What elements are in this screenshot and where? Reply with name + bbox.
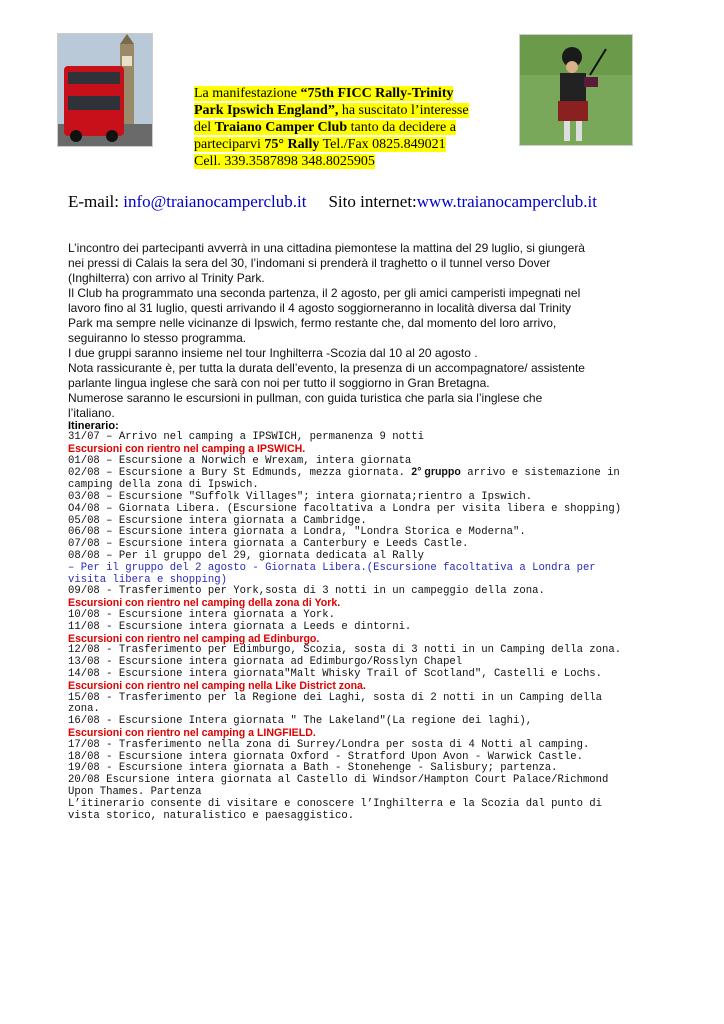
itinerary-line-part: 02/08 – Escursione a Bury St Edmunds, mezza giornata. — [68, 467, 412, 480]
itinerary-line: 01/08 – Escursione a Norwich e Wrexam, intera giornata — [68, 454, 412, 467]
london-bus-big-ben-photo — [57, 33, 153, 147]
itinerary-line: 31/07 – Arrivo nel camping a IPSWICH, permanenza 9 notti — [68, 431, 425, 443]
header-line-3a: del — [194, 120, 215, 135]
itinerary-line: 14/08 - Escursione intera giornata"Malt Whisky Trail of Scotland", Castelli e Lochs. — [68, 667, 603, 680]
itinerary-line — [68, 467, 628, 492]
itinerary-line-part: arrivo e sistemazione in camping della zona di Ipswich. — [68, 467, 627, 492]
itinerary-note: Escursioni con rientro nel camping a IPSWICH. — [68, 442, 306, 455]
itinerary-note: Escursioni con rientro nel camping della zona di York. — [68, 597, 341, 610]
itinerary-note: Escursioni con rientro nel camping ad Edinburgo. — [68, 632, 320, 645]
header-line-2b: ha suscitato l’interesse — [338, 103, 469, 118]
itinerary-line: 11/08 - Escursione intera giornata a Leeds e dintorni. — [68, 620, 412, 633]
paragraph: I due gruppi saranno insieme nel tour Inghilterra -Scozia dal 10 al 20 agosto . — [68, 346, 478, 360]
itinerary-note: Escursioni con rientro nel camping a LINGFIELD. — [68, 726, 316, 739]
itinerary-line: 19/08 - Escursione intera giornata a Bath - Stonehenge - Salisbury; partenza. — [68, 762, 558, 775]
rally-announcement — [194, 85, 484, 170]
itinerary-line: 13/08 - Escursione intera giornata ad Edimburgo/Rosslyn Chapel — [68, 656, 463, 669]
itinerary-line: 10/08 - Escursione intera giornata a York. — [68, 608, 336, 621]
itinerary-line: 06/08 – Escursione intera giornata a Londra, "Londra Storica e Moderna". — [68, 526, 526, 539]
second-group-label: 2° gruppo — [411, 466, 461, 479]
club-name: Traiano Camper Club — [214, 120, 348, 135]
itinerary-note: Escursioni con rientro nel camping nella Like District zona. — [68, 679, 366, 692]
itinerary-line: 18/08 - Escursione intera giornata Oxford - Stratford Upon Avon - Warwick Castle. — [68, 750, 583, 763]
phone-fax: Tel./Fax 0825.849021 — [319, 137, 446, 152]
itinerary-line: 09/08 - Trasferimento per York,sosta di 3 notti in un campeggio della zona. — [68, 585, 545, 598]
header-line-1b: “75th FICC Rally-Trinity — [300, 86, 454, 101]
itinerary-heading: Itinerario: — [68, 420, 119, 432]
itinerary-line: 20/08 Escursione intera giornata al Castello di Windsor/Hampton Court Palace/Richmond Upon Thames. Partenza — [68, 774, 615, 798]
header-line-4a: parteciparvi — [194, 137, 265, 152]
rally-label: 75° Rally — [264, 137, 320, 152]
site-label: Sito internet: — [328, 192, 417, 211]
email-label: E-mail: — [68, 192, 124, 211]
header-line-1a: La manifestazione — [194, 86, 301, 101]
email-link[interactable]: info@traianocamperclub.it — [123, 192, 307, 211]
itinerary-line: 08/08 – Per il gruppo del 29, giornata dedicata al Rally — [68, 549, 425, 562]
itinerary-closing: L’itinerario consente di visitare e conoscere l’Inghilterra e la Scozia dal punto di vista storico, naturalistico e paesaggistico. — [68, 797, 609, 822]
paragraph: Nota rassicurante è, per tutta la durata dell’evento, la presenza di un accompagnatore/ assistente parlante lingua inglese che sarà con noi per tutto il soggiorno in Gran Bretagna. — [68, 361, 585, 390]
paragraph: L’incontro dei partecipanti avverrà in una cittadina piemontese la mattina del 29 luglio, si giungerà nei pressi di Calais la sera del 30, l’indomani si prenderà il traghetto o il tunnel verso Dover (Inghilterra) con arrivo al Trinity Park. — [68, 241, 585, 285]
cell-numbers: Cell. 339.3587898 348.8025905 — [194, 154, 375, 169]
paragraph: Il Club ha programmato una seconda partenza, il 2 agosto, per gli amici camperisti impegnati nel lavoro fino al 31 luglio, questi arrivando il 4 agosto soggiorneranno in località diversa dal Trinity Park ma sempre nelle vicinanze di Ipswich, fermo restante che, dal momento del loro arrivo, seguiranno lo stesso programma. — [68, 286, 581, 345]
header-line-2a: Park Ipswich England”, — [194, 103, 339, 118]
itinerary-line: 17/08 - Trasferimento nella zona di Surrey/Londra per sosta di 4 Notti al camping. — [68, 738, 590, 751]
itinerary-line: 03/08 – Escursione "Suffolk Villages"; intera giornata;rientro a Ipswich. — [68, 490, 533, 503]
description-text — [68, 241, 588, 421]
bagpiper-photo — [519, 34, 633, 146]
header-line-3c: tanto da decidere a — [347, 120, 456, 135]
itinerary-line: O4/08 – Giornata Libera. (Escursione facoltativa a Londra per visita libera e shopping) — [68, 502, 622, 515]
itinerary-line: 12/08 - Trasferimento per Edimburgo, Scozia, sosta di 3 notti in un Camping della zona. — [68, 644, 622, 657]
website-link[interactable]: www.traianocamperclub.it — [416, 192, 597, 211]
itinerary-line-second-group: – Per il gruppo del 2 agosto - Giornata Libera.(Escursione facoltativa a Londra per visita libera e shopping) — [68, 561, 603, 586]
itinerary-line: 15/08 - Trasferimento per la Regione dei Laghi, sosta di 2 notti in un Camping della zona. — [68, 691, 609, 716]
contacts-line — [68, 192, 597, 212]
itinerary-list — [68, 432, 628, 822]
itinerary-line: 16/08 - Escursione Intera giornata " The Lakeland"(La regione dei laghi), — [68, 715, 533, 728]
itinerary-line: 07/08 – Escursione intera giornata a Canterbury e Leeds Castle. — [68, 538, 469, 551]
paragraph: Numerose saranno le escursioni in pullman, con guida turistica che parla sia l’inglese che l’italiano. — [68, 391, 543, 420]
itinerary-line: 05/08 – Escursione intera giornata a Cambridge. — [68, 514, 367, 527]
